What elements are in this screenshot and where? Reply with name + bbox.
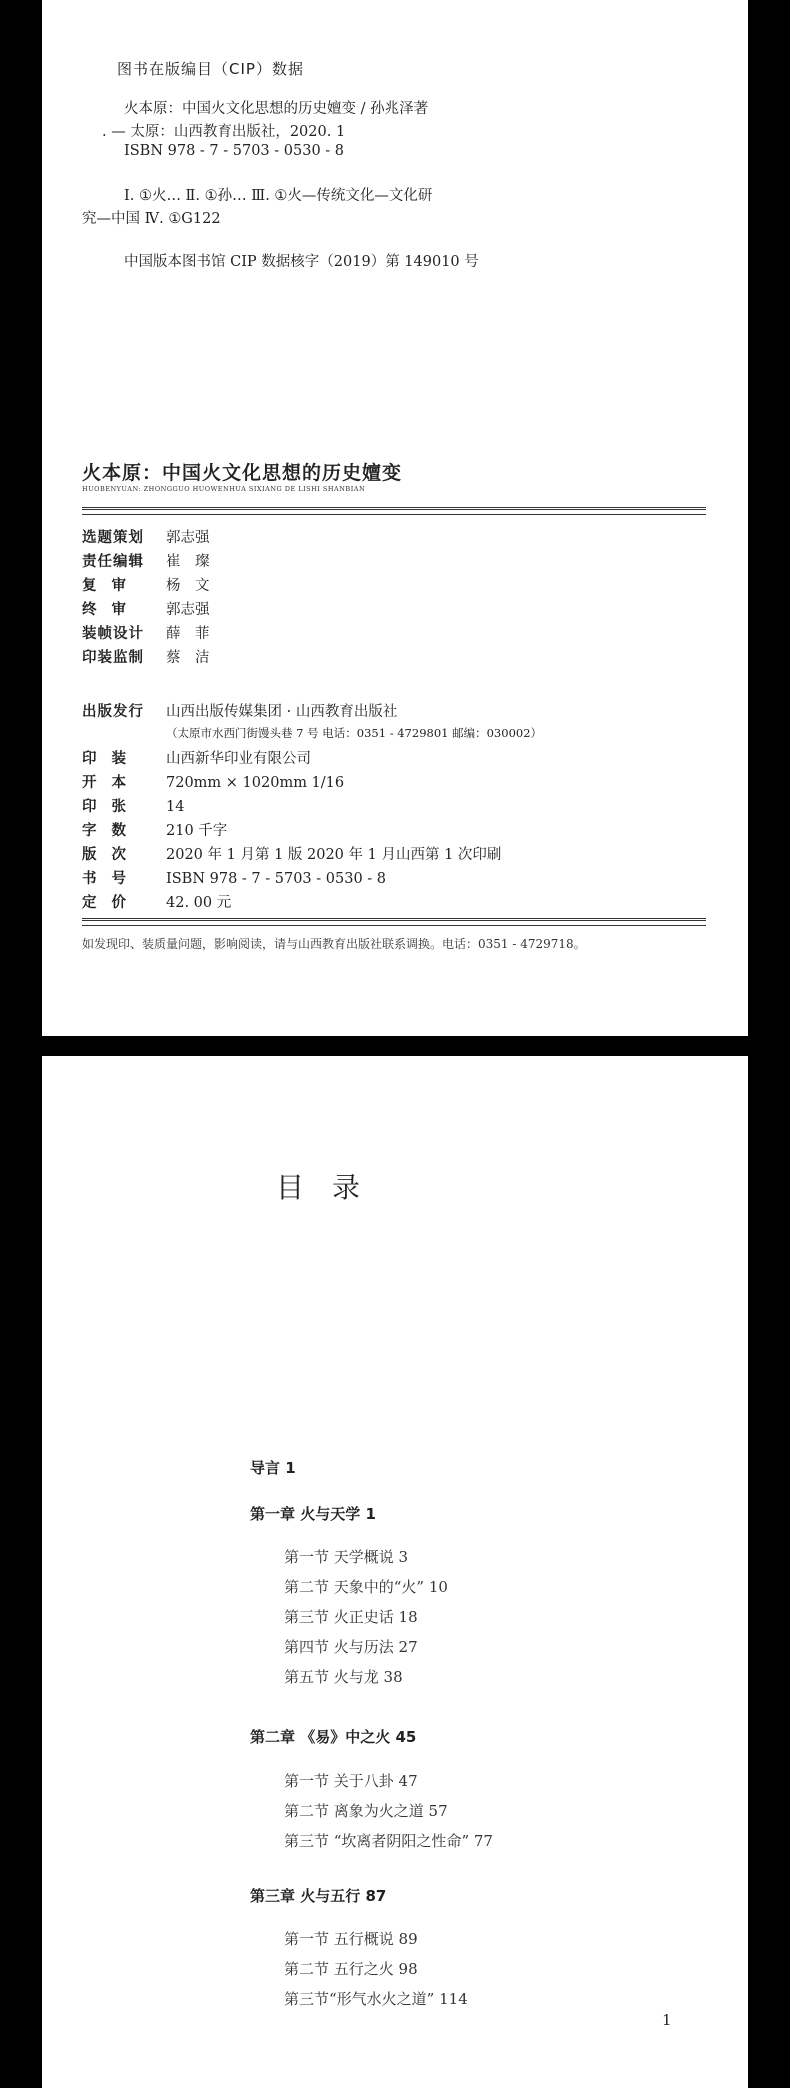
credit-row: 终审 郭志强 <box>82 602 210 618</box>
copyright-page <box>42 0 748 1036</box>
credit-row: 选题策划 郭志强 <box>82 530 210 546</box>
cip-title: 图书在版编目（CIP）数据 <box>117 60 304 78</box>
toc-chapter: 导言 1 <box>250 1459 296 1477</box>
toc-section: 第一节 五行概说 89 <box>284 1930 418 1948</box>
publish-row: 版次 2020 年 1 月第 1 版 2020 年 1 月山西第 1 次印刷 <box>82 847 502 863</box>
publish-row: 出版发行 山西出版传媒集团 · 山西教育出版社 <box>82 704 398 720</box>
publish-row: 印装 山西新华印业有限公司 <box>82 751 311 767</box>
quality-footnote: 如发现印、装质量问题，影响阅读，请与山西教育出版社联系调换。电话：0351 - 4729718。 <box>82 937 586 951</box>
cip-line-5: 究—中国 Ⅳ. ①G122 <box>82 211 221 227</box>
toc-chapter: 第三章 火与五行 87 <box>250 1887 387 1905</box>
toc-title: 目录 <box>276 1171 389 1204</box>
toc-section: 第二节 五行之火 98 <box>284 1960 418 1978</box>
toc-section: 第一节 关于八卦 47 <box>284 1772 418 1790</box>
publish-row: 开本 720mm × 1020mm 1/16 <box>82 775 345 791</box>
page-number: 1 <box>662 2011 672 2029</box>
divider <box>82 507 706 510</box>
toc-page <box>42 1056 748 2088</box>
divider <box>82 514 706 515</box>
credit-row: 印装监制 蔡 洁 <box>82 650 210 666</box>
toc-section: 第三节 “坎离者阴阳之性命” 77 <box>284 1832 493 1850</box>
toc-section: 第一节 天学概说 3 <box>284 1548 409 1566</box>
publish-row: 字数 210 千字 <box>82 823 228 839</box>
credit-row: 装帧设计 薛 菲 <box>82 626 210 642</box>
toc-section: 第二节 离象为火之道 57 <box>284 1802 448 1820</box>
toc-section: 第三节“形气水火之道” 114 <box>284 1990 468 2008</box>
cip-line-2: . — 太原：山西教育出版社，2020. 1 <box>102 124 346 140</box>
book-title: 火本原：中国火文化思想的历史嬗变 <box>82 462 403 484</box>
cip-line-1: 火本原：中国火文化思想的历史嬗变 / 孙兆泽著 <box>124 101 429 117</box>
toc-section: 第四节 火与历法 27 <box>284 1638 418 1656</box>
publish-row: 定价 42. 00 元 <box>82 895 232 911</box>
cip-line-6: 中国版本图书馆 CIP 数据核字（2019）第 149010 号 <box>124 254 479 270</box>
toc-section: 第五节 火与龙 38 <box>284 1668 403 1686</box>
book-title-pinyin: HUOBENYUAN: ZHONGGUO HUOWENHUA SIXIANG DE LISHI SHANBIAN <box>82 485 366 493</box>
publisher-address: （太原市水西门街馒头巷 7 号 电话：0351 - 4729801 邮编：030002） <box>166 726 543 740</box>
credit-row: 责任编辑 崔 璨 <box>82 554 210 570</box>
publish-row: 书号 ISBN 978 - 7 - 5703 - 0530 - 8 <box>82 871 387 887</box>
cip-line-4: Ⅰ. ①火… Ⅱ. ①孙… Ⅲ. ①火—传统文化—文化研 <box>124 188 433 204</box>
toc-chapter: 第二章 《易》中之火 45 <box>250 1728 417 1746</box>
cip-line-3: ISBN 978 - 7 - 5703 - 0530 - 8 <box>124 143 345 159</box>
divider <box>82 925 706 926</box>
toc-chapter: 第一章 火与天学 1 <box>250 1505 376 1523</box>
publish-row: 印张 14 <box>82 799 185 815</box>
toc-section: 第二节 天象中的“火” 10 <box>284 1578 448 1596</box>
toc-section: 第三节 火正史话 18 <box>284 1608 418 1626</box>
credit-row: 复审 杨 文 <box>82 578 210 594</box>
divider <box>82 918 706 921</box>
